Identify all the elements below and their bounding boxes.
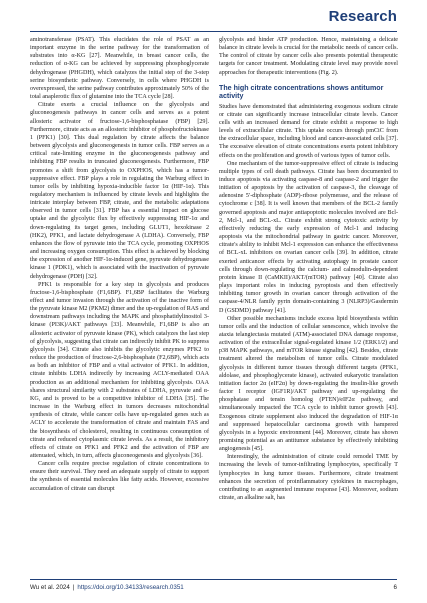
paragraph: Cancer cells require precise regulation of citrate concentrations to ensure their survival. They need an adequate supply of citrate to support the synthesis of essential molecules like fatty acids. However, excessive accumulation of citrate can disrupt bbox=[30, 461, 209, 492]
citation-separator: | bbox=[72, 584, 75, 591]
page-number: 6 bbox=[393, 584, 397, 591]
paragraph: Citrate exerts a crucial influence on the glycolysis and gluconeogenesis pathways in cancer cells and serves as a potent allosteric activator of fructose-1,6-bisphosphatase (FBP) [29]. Furthermore, citrate acts as an allosteric inhibitor of phosphofructokinase 1 (PFK1) [30]. This dual regulation by citrate affects the balance between glycolysis and gluconeogenesis in tumor cells. FBP serves as a critical rate-limiting enzyme in the gluconeogenesis pathway and inhibiting FBP results in truncated gluconeogenesis. Furthermore, FBP promotes a shift from glycolysis to OXPHOS, which has a tumor-suppressive effect. FBP plays a role in regulating the Warburg effect in tumor cells by inhibiting hypoxia-inducible factor 1α (HIF-1α). This regulatory mechanism is influenced by citrate levels and highlights the intricate interplay between FBP, citrate, and the metabolic adaptations observed in tumor cells [31]. FBP has a essential impact on glucose uptake and the glycolytic flux by effectively suppressing HIF-1α and down-regulating its target genes, including GLUT1, hexokinase 2 (HK2), PFK1, and lactate dehydrogenase A (LDHA). Conversely, FBP enhances the flow of pyruvate into the TCA cycle, promoting OXPHOS and increasing oxygen consumption. This effect is achieved by blocking the expression of another HIF-1α-induced gene, pyruvate dehydrogenase kinase 1 (PDK1), which is associated with the inactivation of pyruvate dehydrogenase (PDH) [32]. bbox=[30, 102, 209, 280]
paragraph: One mechanism of the tumor-suppressive effect of citrate is inducing multiple types of cell death pathways. Citrate has been documented to induce apoptosis via activating caspase-8 and caspase-2 and trigger the initiation of apoptosis by the activation of caspase-3, the cleavage of adenosine 5′-diphosphate (ADP)-ribose polymerase, and the release of cytochrome c [38]. It is well known that members of the BCL-2 family governed apoptosis and major antiapoptotic molecules involved are Bcl-2, Mcl-1, and BCL-xL. Citrate exhibit strong cytotoxic activity by effectively reducing the early expression of Mcl-1 and inducing apoptosis via the mitochondrial pathway in gastric cancer. Moreover, citrate's ability to inhibit Mcl-1 expression can enhance the effectiveness of BCL-xL inhibitors on ovarian cancer cells [39]. In addition, citrate exerted anticancer effects by activating autophagy in prostate cancer cells through down-regulating the calcium- and calmodulin-dependent protein kinase II (CaMKII)/AKT/(mTOR) pathway [40]. Citrate also plays important roles in inducing pyroptosis and then effectively inhibiting tumor growth in ovarian cancer through activation of the caspase-4/NLR family pyrin domain-containing 3 (NLRP3)/Gasdermin D (GSDMD) pathway [41]. bbox=[219, 160, 398, 314]
masthead bbox=[30, 0, 397, 32]
citation-authors: Wu et al. 2024 bbox=[30, 584, 70, 591]
doi-link[interactable]: https://doi.org/10.34133/research.0351 bbox=[77, 584, 184, 591]
paragraph: Other possible mechanisms include excess lipid biosynthesis within tumor cells and the induction of cellular senescence, which involve the ataxia telangiectasia mutated (ATM)-associated DNA damage response, activation of the extracellular signal-regulated kinase 1/2 (ERK1/2) and p38 MAPK pathways, and mTOR kinase signaling [42]. Besides, citrate treatment altered the metabolism of tumor cells. Citrate modulated glycolysis in different tumor tissues through different targets (PFK1, aldolase, and phosphoglycerate kinase), activated eukaryotic translation initiation factor 2α (eIF2α) by down-regulating the insulin-like growth factor I receptor (IGF1R)/AKT pathway and up-regulating the phosphatase and tensin homolog (PTEN)/eIF2α pathway, and simultaneously impacted the TCA cycle to inhibit tumor growth [43]. Exogenous citrate supplement also induced the degradation of HIF-1α and suppressed hepatocellular carcinoma growth with hampered glycolysis in a hypoxic environment [44]. Moreover, citrate has shown promising potential as an antitumor substance by effectively inhibiting angiogenesis [45]. bbox=[219, 315, 398, 453]
page-footer bbox=[30, 579, 397, 594]
paragraph: aminotransferase (PSAT). This elucidates the role of PSAT as an important enzyme in the serine pathway for the transformation of substrates into α-KG [27]. Meanwhile, in breast cancer cells, the reduction of α-KG can be achieved by suppressing phosphoglycerate dehydrogenase (PHGDH), which catalyzes the initial step of the 3-step serine biosynthetic pathway. Conversely, in cells where PHGDH is overexpressed, the serine pathway contributes approximately 50% of the total anaplerotic flux of glutamine into the TCA cycle [28]. bbox=[30, 37, 209, 101]
paragraph: glycolysis and hinder ATP production. Hence, maintaining a delicate balance in citrate levels is crucial for the metabolic needs of cancer cells. The control of citrate by cancer cells also presents potential therapeutic targets for cancer treatment. Modulating citrate level may provide novel approaches for therapeutic interventions (Fig. 2). bbox=[219, 37, 398, 76]
paragraph: Interestingly, the administration of citrate could remodel TME by increasing the levels of tumor-infiltrating lymphocytes, specifically T lymphocytes in lung tumor tissues. Furthermore, citrate treatment enhances the secretion of proinflammatory cytokines in macrophages, contributing to an augmented immune response [43]. Moreover, sodium citrate, an alkaline salt, has bbox=[219, 454, 398, 502]
left-column bbox=[30, 36, 209, 568]
citation-line bbox=[30, 584, 184, 591]
right-column bbox=[219, 36, 398, 568]
journal-name: Research bbox=[328, 8, 397, 25]
section-heading: The high citrate concentrations shows antitumor activity bbox=[219, 83, 384, 101]
article-body bbox=[30, 36, 398, 568]
paragraph: Studies have demonstrated that administering exogenous sodium citrate or citrate can significantly increase intracellular citrate levels. Cancer cells with an increased demand for citrate exhibit a response to high levels of extracellular citrate. This uptake occurs through pmCiC from the extracellular space, including blood and cancer-associated cells [37]. The excessive elevation of citrate concentrations exerts potent inhibitory effects on the proliferation and growth of various types of tumor cells. bbox=[219, 103, 398, 159]
paragraph: PFK1 is responsible for a key step in glycolysis and produces fructose-1,6-bisphosphate (F1,6BP). F1,6BP facilitates the Warburg effect and tumor invasion through the activation of the inactive form of the pyruvate kinase M2 (PKM2) dimer and the up-regulation of RAS and downstream pathways including the MAPK and phosphatidylinositol 3-kinase (PI3K)/AKT pathways [33]. Meanwhile, F1,6BP is also an allosteric activator of pyruvate kinase (PK), which catalyzes the last step of glycolysis, suggesting that citrate can indirectly inhibit PK to suppress glycolysis [34]. Citrate also inhibits the glycolytic enzymes PFK2 to reduce the production of fructose-2,6-bisphosphate (F2,6BP), which acts as both an inhibitor of FBP and a vital activator of PFK1. In addition, citrate inhibits LDHA indirectly by increasing ACLY-mediated OAA production as an additional mechanism for inhibiting glycolysis. OAA shares structural similarity with 2 substrates of LDHA, pyruvate and α-KG, and is proved to be a competitive inhibitor of LDHA [35]. The increase in the Warburg effect in tumors decreases mitochondrial synthesis of citrate, while cancer cells have up-regulated genes such as ACLY to accelerate the transformation of citrate and maintain FAS and the biosynthesis of cholesterol, resulting in continuous consumption of citrate and reduced cytoplasmic citrate levels. As a result, the inhibitory effects of citrate on PFK1 and PFK2 and the activation of FBP are attenuated, which, in turn, affects gluconeogenesis and glycolysis [36]. bbox=[30, 281, 209, 459]
